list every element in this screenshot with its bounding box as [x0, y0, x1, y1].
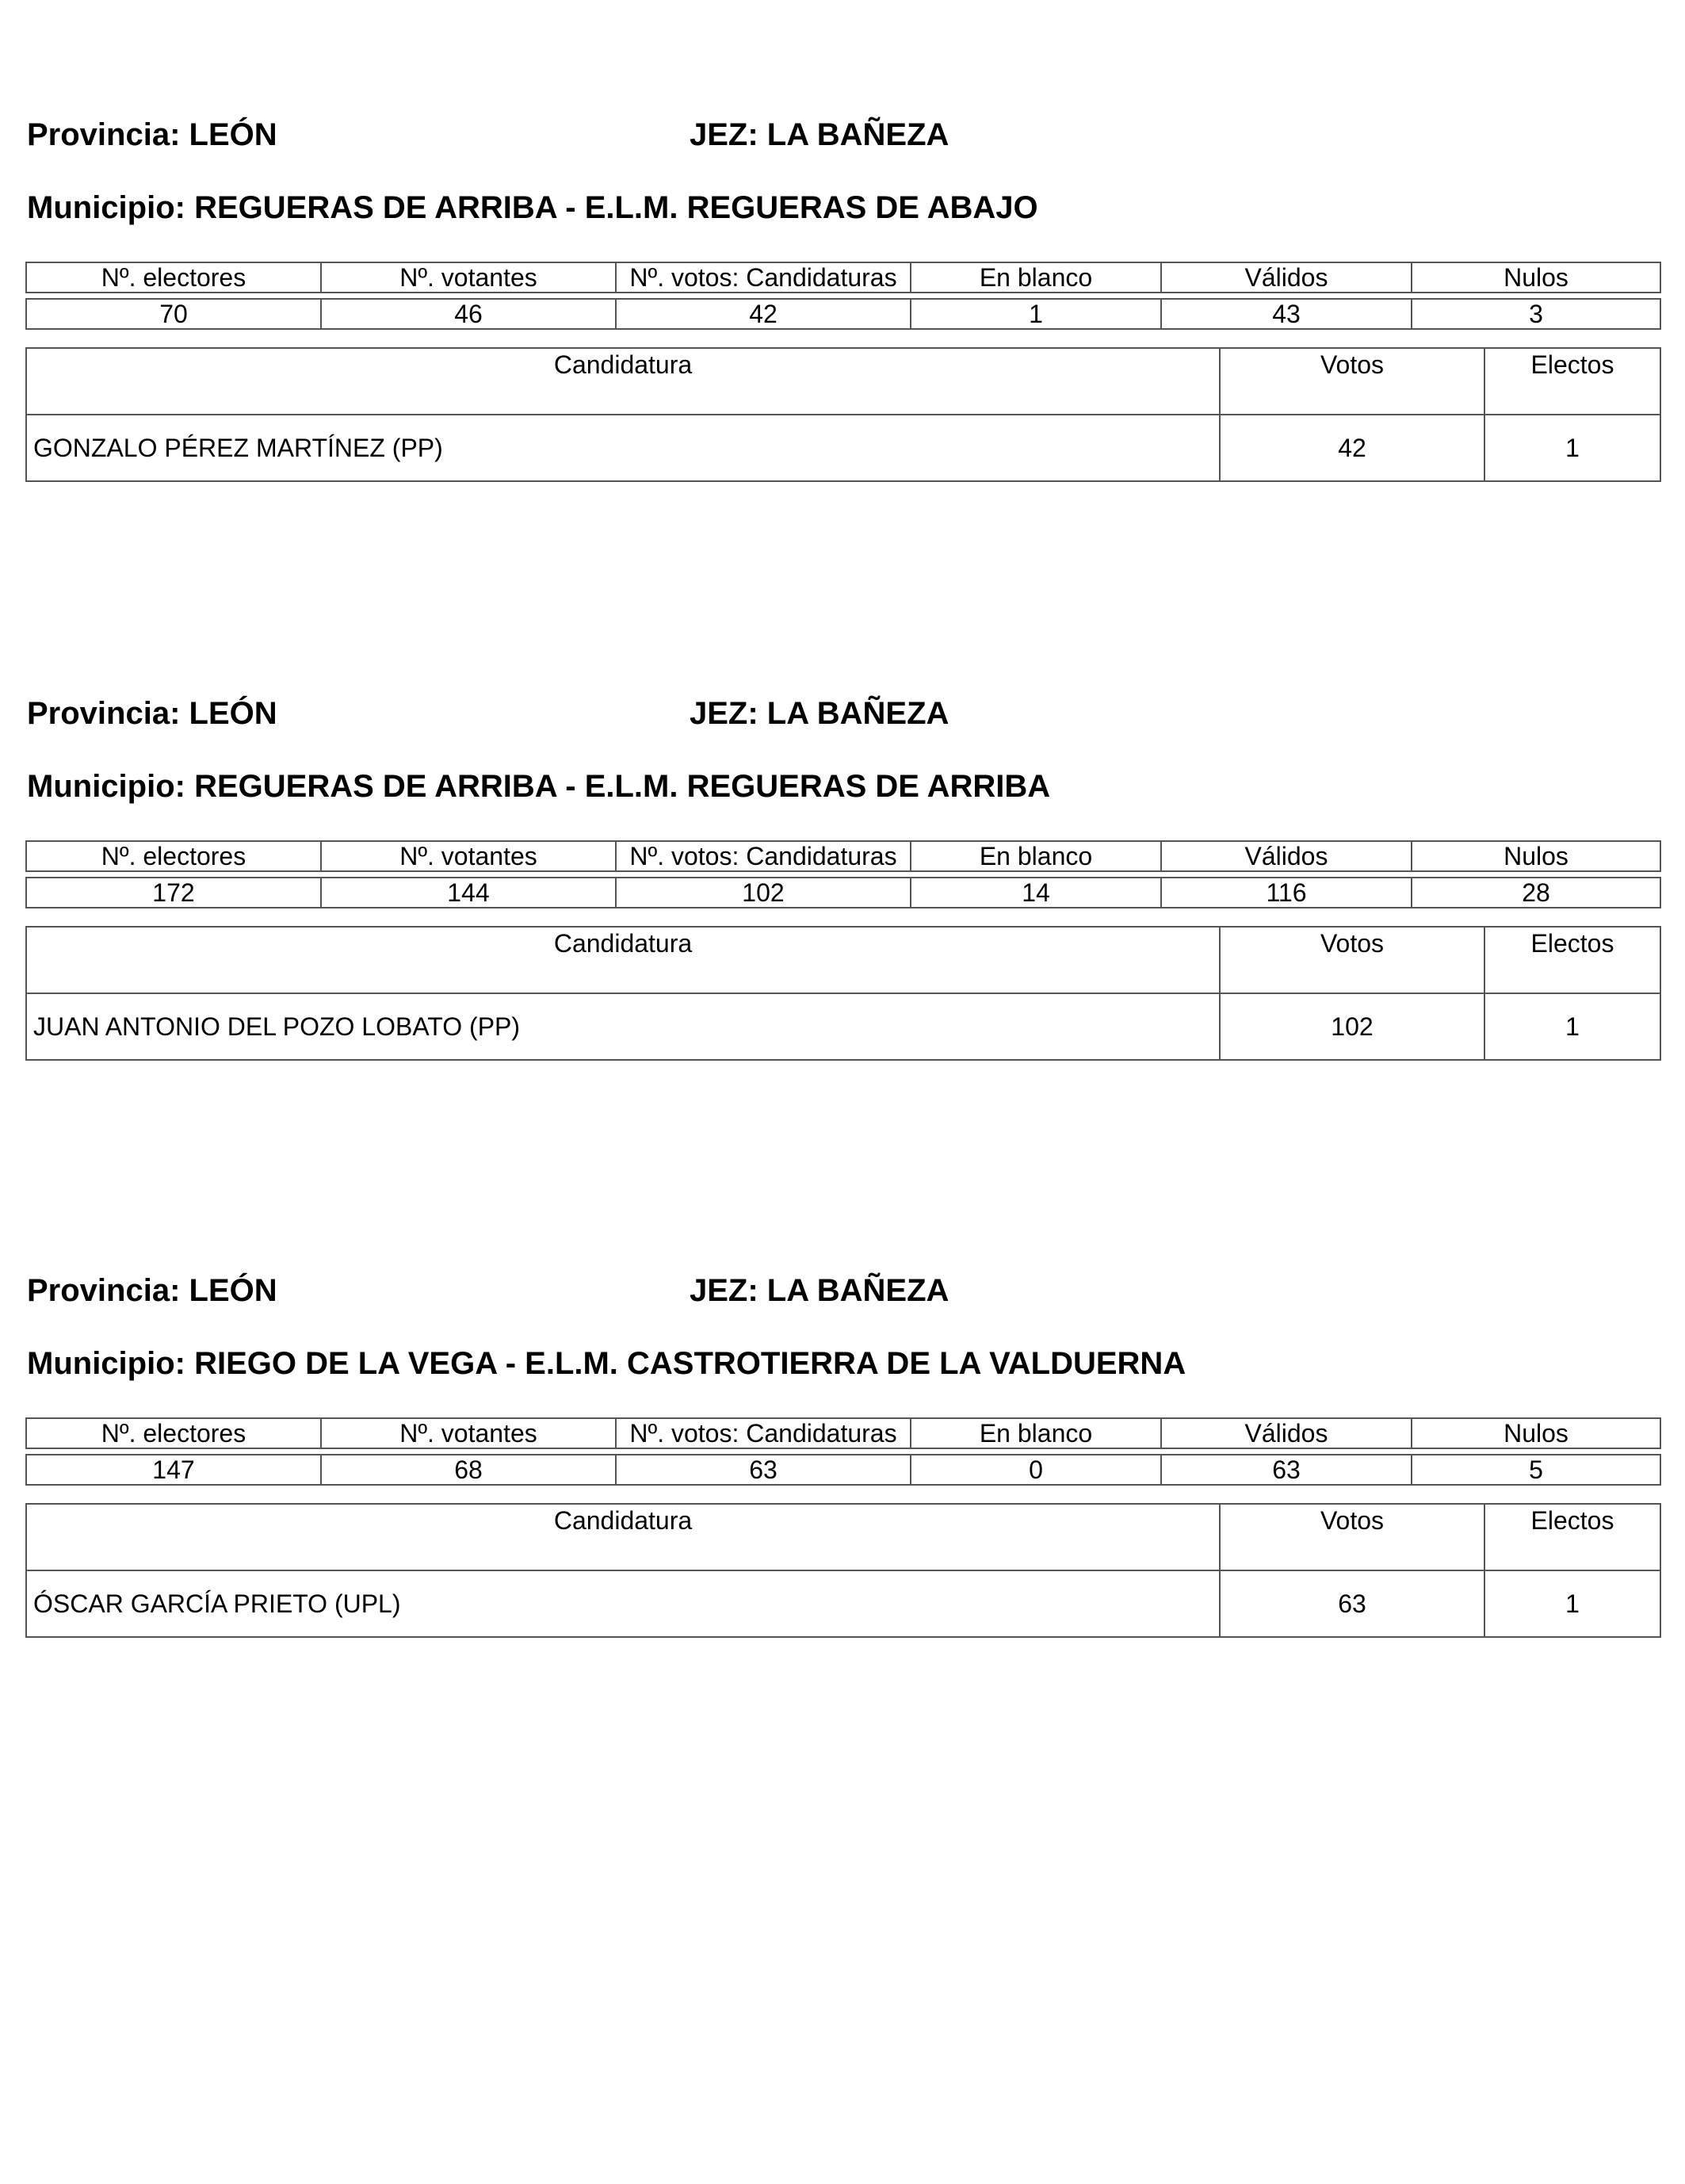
cand-header-electos: Electos	[1484, 927, 1660, 993]
stats-header-electores: Nº. electores	[26, 262, 321, 293]
stats-value-nulos: 3	[1412, 299, 1660, 329]
stats-header-validos: Válidos	[1161, 1418, 1412, 1448]
stats-table	[25, 262, 1661, 330]
cand-header-electos: Electos	[1484, 348, 1660, 415]
stats-header-votantes: Nº. votantes	[321, 1418, 616, 1448]
stats-header-en-blanco: En blanco	[911, 262, 1161, 293]
provincia-label: Provincia: LEÓN	[27, 696, 277, 731]
stats-header-electores: Nº. electores	[26, 1418, 321, 1448]
stats-value-nulos: 5	[1412, 1455, 1660, 1485]
cand-header-electos: Electos	[1484, 1504, 1660, 1570]
candidate-electos: 1	[1484, 1570, 1660, 1637]
municipio-title: Municipio: REGUERAS DE ARRIBA - E.L.M. REGUERAS DE ABAJO	[27, 190, 1038, 225]
stats-header-votos-candidaturas: Nº. votos: Candidaturas	[616, 262, 911, 293]
stats-value-votantes: 144	[321, 878, 616, 908]
candidate-votos: 42	[1220, 415, 1484, 481]
stats-header-nulos: Nulos	[1412, 262, 1660, 293]
table-row	[26, 1570, 1660, 1637]
stats-value-validos: 116	[1161, 878, 1412, 908]
header-line	[25, 111, 1660, 159]
provincia-label: Provincia: LEÓN	[27, 1273, 277, 1308]
stats-value-validos: 63	[1161, 1455, 1412, 1485]
candidate-electos: 1	[1484, 415, 1660, 481]
stats-value-electores: 70	[26, 299, 321, 329]
cand-header-candidatura: Candidatura	[26, 927, 1220, 993]
municipio-title: Municipio: REGUERAS DE ARRIBA - E.L.M. REGUERAS DE ARRIBA	[27, 769, 1051, 804]
cand-header-votos: Votos	[1220, 927, 1484, 993]
stats-header-votos-candidaturas: Nº. votos: Candidaturas	[616, 1418, 911, 1448]
cand-header-votos: Votos	[1220, 348, 1484, 415]
stats-value-en-blanco: 0	[911, 1455, 1161, 1485]
stats-value-nulos: 28	[1412, 878, 1660, 908]
stats-value-electores: 172	[26, 878, 321, 908]
cand-header-votos: Votos	[1220, 1504, 1484, 1570]
candidate-votos: 102	[1220, 993, 1484, 1060]
stats-value-votos-candidaturas: 42	[616, 299, 911, 329]
cand-header-candidatura: Candidatura	[26, 348, 1220, 415]
stats-value-electores: 147	[26, 1455, 321, 1485]
stats-header-validos: Válidos	[1161, 262, 1412, 293]
stats-header-en-blanco: En blanco	[911, 1418, 1161, 1448]
stats-header-votantes: Nº. votantes	[321, 841, 616, 871]
stats-value-votos-candidaturas: 63	[616, 1455, 911, 1485]
stats-value-en-blanco: 1	[911, 299, 1161, 329]
stats-header-nulos: Nulos	[1412, 841, 1660, 871]
stats-header-validos: Válidos	[1161, 841, 1412, 871]
municipio-title: Municipio: RIEGO DE LA VEGA - E.L.M. CASTROTIERRA DE LA VALDUERNA	[27, 1346, 1186, 1381]
candidate-name: ÓSCAR GARCÍA PRIETO (UPL)	[26, 1570, 1220, 1637]
header-line	[25, 690, 1660, 737]
stats-value-votantes: 46	[321, 299, 616, 329]
candidates-table	[25, 1503, 1661, 1638]
candidate-name: GONZALO PÉREZ MARTÍNEZ (PP)	[26, 415, 1220, 481]
stats-header-en-blanco: En blanco	[911, 841, 1161, 871]
stats-value-votantes: 68	[321, 1455, 616, 1485]
jez-label: JEZ: LA BAÑEZA	[690, 696, 949, 731]
stats-header-nulos: Nulos	[1412, 1418, 1660, 1448]
stats-value-votos-candidaturas: 102	[616, 878, 911, 908]
jez-label: JEZ: LA BAÑEZA	[690, 1273, 949, 1308]
stats-table	[25, 840, 1661, 908]
stats-value-validos: 43	[1161, 299, 1412, 329]
candidate-votos: 63	[1220, 1570, 1484, 1637]
stats-value-en-blanco: 14	[911, 878, 1161, 908]
provincia-label: Provincia: LEÓN	[27, 117, 277, 152]
candidate-electos: 1	[1484, 993, 1660, 1060]
candidates-table	[25, 347, 1661, 482]
candidates-table	[25, 926, 1661, 1061]
cand-header-candidatura: Candidatura	[26, 1504, 1220, 1570]
table-row	[26, 993, 1660, 1060]
table-row	[26, 415, 1660, 481]
stats-header-electores: Nº. electores	[26, 841, 321, 871]
candidate-name: JUAN ANTONIO DEL POZO LOBATO (PP)	[26, 993, 1220, 1060]
stats-header-votantes: Nº. votantes	[321, 262, 616, 293]
header-line	[25, 1267, 1660, 1314]
stats-header-votos-candidaturas: Nº. votos: Candidaturas	[616, 841, 911, 871]
jez-label: JEZ: LA BAÑEZA	[690, 117, 949, 152]
stats-table	[25, 1417, 1661, 1486]
